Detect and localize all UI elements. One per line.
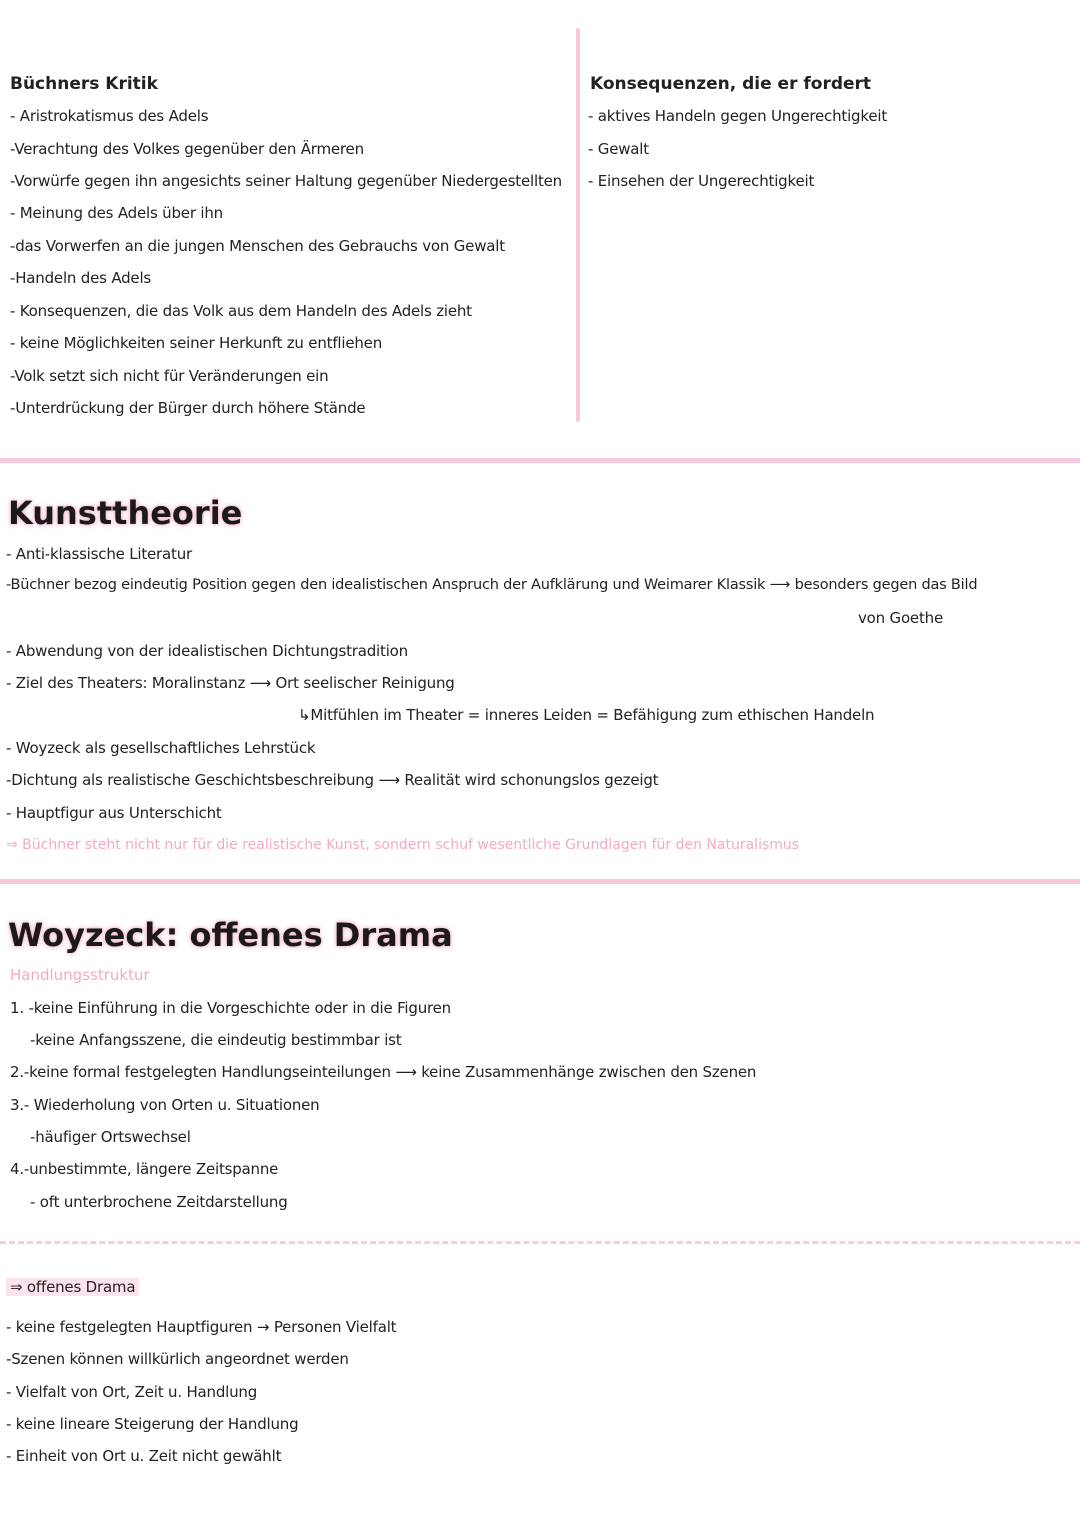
- dashed-divider: [0, 1241, 1080, 1244]
- structure-item: 1. -keine Einführung in die Vorgeschichte oder in die Figuren: [10, 999, 451, 1017]
- consequence-item: - aktives Handeln gegen Ungerechtigkeit: [588, 107, 887, 125]
- theory-line: von Goethe: [858, 609, 943, 627]
- critique-item: - Meinung des Adels über ihn: [10, 204, 223, 222]
- critique-item: - Aristrokatismus des Adels: [10, 107, 209, 125]
- critique-item: -Volk setzt sich nicht für Veränderungen ein: [10, 367, 329, 385]
- theory-line: ↳Mitfühlen im Theater = inneres Leiden = Befähigung zum ethischen Handeln: [298, 706, 875, 724]
- result-header-text: ⇒ offenes Drama: [6, 1278, 139, 1296]
- critique-item: -Handeln des Adels: [10, 269, 152, 287]
- result-item: - Einheit von Ort u. Zeit nicht gewählt: [6, 1447, 282, 1465]
- structure-item: 3.- Wiederholung von Orten u. Situationen: [10, 1096, 320, 1114]
- critique-item: -Verachtung des Volkes gegenüber den Ärmeren: [10, 140, 364, 158]
- consequence-item: - Gewalt: [588, 140, 649, 158]
- critique-item: -Vorwürfe gegen ihn angesichts seiner Haltung gegenüber Niedergestellten: [10, 172, 562, 190]
- critique-item: - keine Möglichkeiten seiner Herkunft zu entfliehen: [10, 334, 383, 352]
- structure-item: 4.-unbestimmte, längere Zeitspanne: [10, 1160, 279, 1178]
- critique-item: - Konsequenzen, die das Volk aus dem Handeln des Adels zieht: [10, 302, 472, 320]
- right-header: Konsequenzen, die er fordert: [590, 74, 872, 94]
- structure-item: -häufiger Ortswechsel: [30, 1128, 191, 1146]
- theory-line: - Abwendung von der idealistischen Dichtungstradition: [6, 642, 408, 660]
- structure-item: -keine Anfangsszene, die eindeutig bestimmbar ist: [30, 1031, 402, 1049]
- theory-line: - Anti-klassische Literatur: [6, 545, 192, 563]
- theory-conclusion: ⇒ Büchner steht nicht nur für die realistische Kunst, sondern schuf wesentliche Grundlagen für den Naturalismus: [6, 837, 800, 853]
- woyzeck-title: Woyzeck: offenes Drama: [8, 916, 453, 954]
- theory-line: - Hauptfigur aus Unterschicht: [6, 804, 222, 822]
- result-item: - keine festgelegten Hauptfiguren → Personen Vielfalt: [6, 1318, 397, 1336]
- result-header: [6, 1278, 139, 1296]
- consequence-item: - Einsehen der Ungerechtigkeit: [588, 172, 815, 190]
- structure-item: - oft unterbrochene Zeitdarstellung: [30, 1193, 288, 1211]
- critique-item: -das Vorwerfen an die jungen Menschen des Gebrauchs von Gewalt: [10, 237, 505, 255]
- result-item: -Szenen können willkürlich angeordnet werden: [6, 1350, 349, 1368]
- structure-subtitle: Handlungsstruktur: [10, 966, 150, 984]
- theory-line: - Ziel des Theaters: Moralinstanz ⟶ Ort seelischer Reinigung: [6, 674, 455, 692]
- structure-item: 2.-keine formal festgelegten Handlungseinteilungen ⟶ keine Zusammenhänge zwischen den Szenen: [10, 1063, 757, 1081]
- section-divider: [0, 458, 1080, 463]
- column-divider: [576, 28, 580, 422]
- left-header: Büchners Kritik: [10, 74, 158, 94]
- result-item: - keine lineare Steigerung der Handlung: [6, 1415, 299, 1433]
- theory-line: - Woyzeck als gesellschaftliches Lehrstück: [6, 739, 316, 757]
- theory-line: -Büchner bezog eindeutig Position gegen den idealistischen Anspruch der Aufklärung und Weimarer Klassik ⟶ besonders gegen das Bild: [6, 577, 978, 593]
- theory-line: -Dichtung als realistische Geschichtsbeschreibung ⟶ Realität wird schonungslos gezeigt: [6, 771, 659, 789]
- kunsttheorie-title: Kunsttheorie: [8, 494, 243, 532]
- section-divider: [0, 879, 1080, 884]
- critique-item: -Unterdrückung der Bürger durch höhere Stände: [10, 399, 366, 417]
- result-item: - Vielfalt von Ort, Zeit u. Handlung: [6, 1383, 258, 1401]
